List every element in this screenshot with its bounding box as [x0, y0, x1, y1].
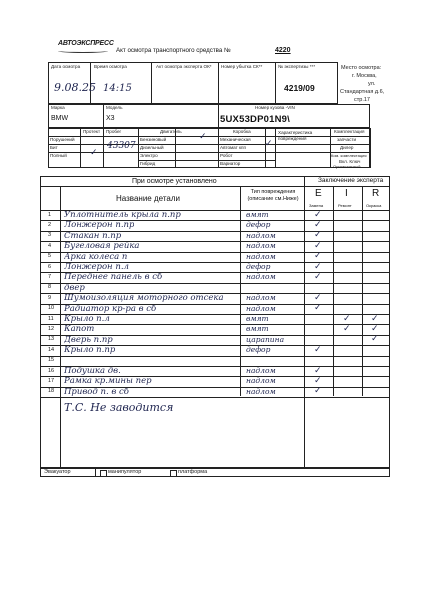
- damage-type: вмят: [246, 210, 269, 219]
- damage-type: надлом: [246, 293, 276, 303]
- model-label: Модель: [106, 105, 123, 110]
- row-number: 9: [48, 294, 52, 301]
- place-line-2: ул.: [368, 81, 376, 87]
- part-name: Радиатор кр-ра в сб: [64, 304, 157, 314]
- check-e-icon: ✓: [314, 271, 322, 282]
- col-e-sub: Замена: [309, 203, 324, 208]
- proto-row-2: Бит: [50, 145, 58, 150]
- check-e-icon: ✓: [314, 209, 322, 220]
- row-number: 4: [48, 242, 52, 249]
- col-r-header: R: [372, 188, 380, 199]
- part-name: Капот: [64, 325, 95, 334]
- company-logo: [58, 40, 114, 54]
- col-e-header: E: [315, 188, 322, 199]
- date-value: 9.08.25: [54, 81, 96, 94]
- complect-row-4: Вкл. Ключ: [339, 159, 361, 164]
- part-name: Лонжерон п.л: [64, 263, 129, 272]
- check-i-icon: ✓: [343, 323, 351, 334]
- part-name: Крыло п.л: [64, 315, 110, 324]
- check-e-icon: ✓: [314, 365, 322, 376]
- proto-row-3: Полный: [50, 153, 67, 158]
- col-i-header: I: [345, 188, 348, 199]
- platform-checkbox[interactable]: [170, 470, 177, 477]
- engine-label: Двигатель: [160, 129, 182, 134]
- damage-type: дефор: [246, 262, 271, 271]
- expert-title: Заключение эксперта: [318, 177, 384, 184]
- engine-row-1: Бензиновый: [140, 137, 167, 142]
- damage-type: царапина: [246, 334, 285, 344]
- complect-row-3: Ком. комплектация: [331, 153, 367, 158]
- row-number: 6: [48, 263, 52, 270]
- part-name: Рамка кр.мины пер: [64, 377, 152, 386]
- row-number: 11: [48, 315, 54, 322]
- row-number: 13: [48, 336, 55, 343]
- complect-row-1: запчасти: [337, 137, 357, 142]
- row-number: 7: [48, 273, 52, 280]
- damage-type: надлом: [246, 251, 276, 261]
- claim-label: Номер убытка СК**: [221, 64, 263, 69]
- damage-type: надлом: [246, 376, 276, 386]
- check-e-icon: ✓: [314, 344, 322, 355]
- proto-check-icon: ✓: [90, 148, 98, 158]
- engine-row-3: Электро: [140, 153, 158, 158]
- check-e-icon: ✓: [314, 261, 322, 272]
- exp-value: 4219/09: [284, 83, 315, 93]
- row-number: 18: [48, 388, 55, 395]
- complect-label: Комплектация: [334, 129, 365, 134]
- gear-row-3: Робот: [220, 153, 233, 158]
- row-number: 12: [48, 325, 55, 332]
- complect-row-5: Оригинальный: [333, 164, 361, 169]
- row-number: 3: [48, 232, 52, 239]
- part-name: двер: [64, 283, 85, 293]
- vin-label: Номер кузова -VIN: [255, 105, 295, 110]
- check-i-icon: ✓: [343, 313, 351, 324]
- row-number: 16: [48, 367, 55, 374]
- model-value: X3: [106, 115, 115, 122]
- gear-check-icon: ✓: [265, 139, 273, 149]
- part-name: Переднее панель в сб: [64, 273, 163, 282]
- proto-row-1: Порушений: [50, 137, 75, 142]
- time-value: 14:15: [103, 83, 132, 94]
- col-type-header: Тип повреждения (описание см.Ниже): [247, 189, 299, 202]
- check-e-icon: ✓: [314, 219, 322, 230]
- check-e-icon: ✓: [314, 303, 322, 314]
- engine-check-icon: ✓: [199, 132, 207, 142]
- act-number: 4220: [275, 47, 291, 54]
- part-name: Стакан п.пр: [64, 231, 122, 241]
- part-name: Привод п. в сб: [64, 387, 129, 397]
- check-e-icon: ✓: [314, 230, 322, 241]
- check-e-icon: ✓: [314, 375, 322, 386]
- place-line-3: Стандартная д.6,: [340, 89, 385, 95]
- part-name: Крыло п.пр: [64, 346, 116, 355]
- logo-text: АВТОЭКСПРЕСС: [58, 40, 114, 47]
- part-name: Уплотнитель крыла п.пр: [64, 211, 181, 220]
- note-text: Т.С. Не заводится: [64, 401, 174, 414]
- manipulator-checkbox[interactable]: [100, 470, 107, 477]
- table-row-divider: [40, 397, 390, 398]
- part-name: Подушка дв.: [64, 367, 121, 376]
- damage-type: надлом: [246, 366, 276, 375]
- proto-label: Протект: [83, 129, 101, 134]
- row-number: 15: [48, 357, 55, 364]
- make-label: Марка: [51, 105, 65, 110]
- damage-type: вмят: [246, 314, 269, 323]
- expert-label: Акт осмотра эксперта ОК*: [156, 64, 212, 69]
- platform-label: платформа: [178, 469, 208, 475]
- check-r-icon: ✓: [371, 313, 379, 324]
- row-number: 8: [48, 284, 52, 291]
- part-name: Лонжерон п.пр: [64, 221, 135, 230]
- damage-type: надлом: [246, 241, 276, 251]
- damage-type: надлом: [246, 272, 276, 282]
- exp-label: № экспертизы ***: [278, 64, 316, 69]
- damage-type: надлом: [246, 230, 276, 240]
- row-number: 10: [48, 305, 55, 312]
- mileage-value: 43307: [107, 141, 136, 151]
- damage-char-label: Характеристика повреждения: [278, 130, 313, 141]
- row-number: 2: [48, 221, 52, 228]
- check-r-icon: ✓: [371, 334, 379, 345]
- vin-value: 5UX53DP01N9\: [220, 114, 290, 125]
- place-line-1: г. Москва,: [352, 73, 377, 79]
- col-r-sub: Окраска: [366, 203, 382, 208]
- check-e-icon: ✓: [314, 292, 322, 303]
- logo-underline: [58, 49, 108, 53]
- check-r-icon: ✓: [371, 323, 379, 334]
- part-name: Дверь п.пр: [64, 335, 113, 345]
- engine-row-4: Гибрид: [140, 161, 156, 166]
- vehicle-grid: [48, 104, 370, 128]
- act-title: Акт осмотра транспортного средства №: [116, 47, 231, 54]
- col-name-header: Название детали: [116, 194, 180, 203]
- damage-type: надлом: [246, 386, 276, 396]
- check-e-icon: ✓: [314, 240, 322, 251]
- section-title: При осмотре установлено: [132, 178, 217, 185]
- check-e-icon: ✓: [314, 251, 322, 262]
- gear-row-2: Автомат кпп: [220, 145, 246, 150]
- place-label: Место осмотра:: [341, 65, 382, 71]
- manipulator-label: манипулятор: [108, 469, 142, 475]
- transport-footer: [40, 468, 390, 477]
- gear-label: Коробка: [233, 129, 251, 134]
- place-line-4: стр.17: [354, 97, 370, 103]
- row-number: 5: [48, 253, 52, 260]
- damage-type: дефор: [246, 220, 271, 230]
- table-row-divider: [40, 356, 390, 357]
- gear-row-4: Вариатор: [220, 161, 241, 166]
- evacuator-label: Эвакуатор: [44, 469, 71, 475]
- damage-type: надлом: [246, 303, 276, 313]
- check-e-icon: ✓: [314, 386, 322, 397]
- part-name: Бугеловая рейка: [64, 242, 140, 251]
- row-number: 14: [48, 346, 55, 353]
- mileage-label: Пробег: [106, 129, 122, 134]
- damage-type: вмят: [246, 324, 269, 334]
- time-label: Время осмотра: [94, 64, 127, 69]
- row-number: 17: [48, 377, 55, 384]
- make-value: BMW: [51, 115, 69, 122]
- date-label: Дата осмотра: [51, 64, 81, 69]
- gear-row-1: Механическая: [220, 137, 251, 142]
- table-row-divider: [40, 283, 390, 284]
- complect-row-2: Дилер: [340, 145, 354, 150]
- engine-row-2: Дизельный: [140, 145, 164, 150]
- row-number: 1: [48, 211, 52, 218]
- col-i-sub: Ремонт: [338, 203, 352, 208]
- damage-type: дефор: [246, 345, 271, 355]
- part-name: Арка колеса п: [64, 252, 128, 262]
- part-name: Шумоизоляция моторного отсека: [64, 294, 224, 303]
